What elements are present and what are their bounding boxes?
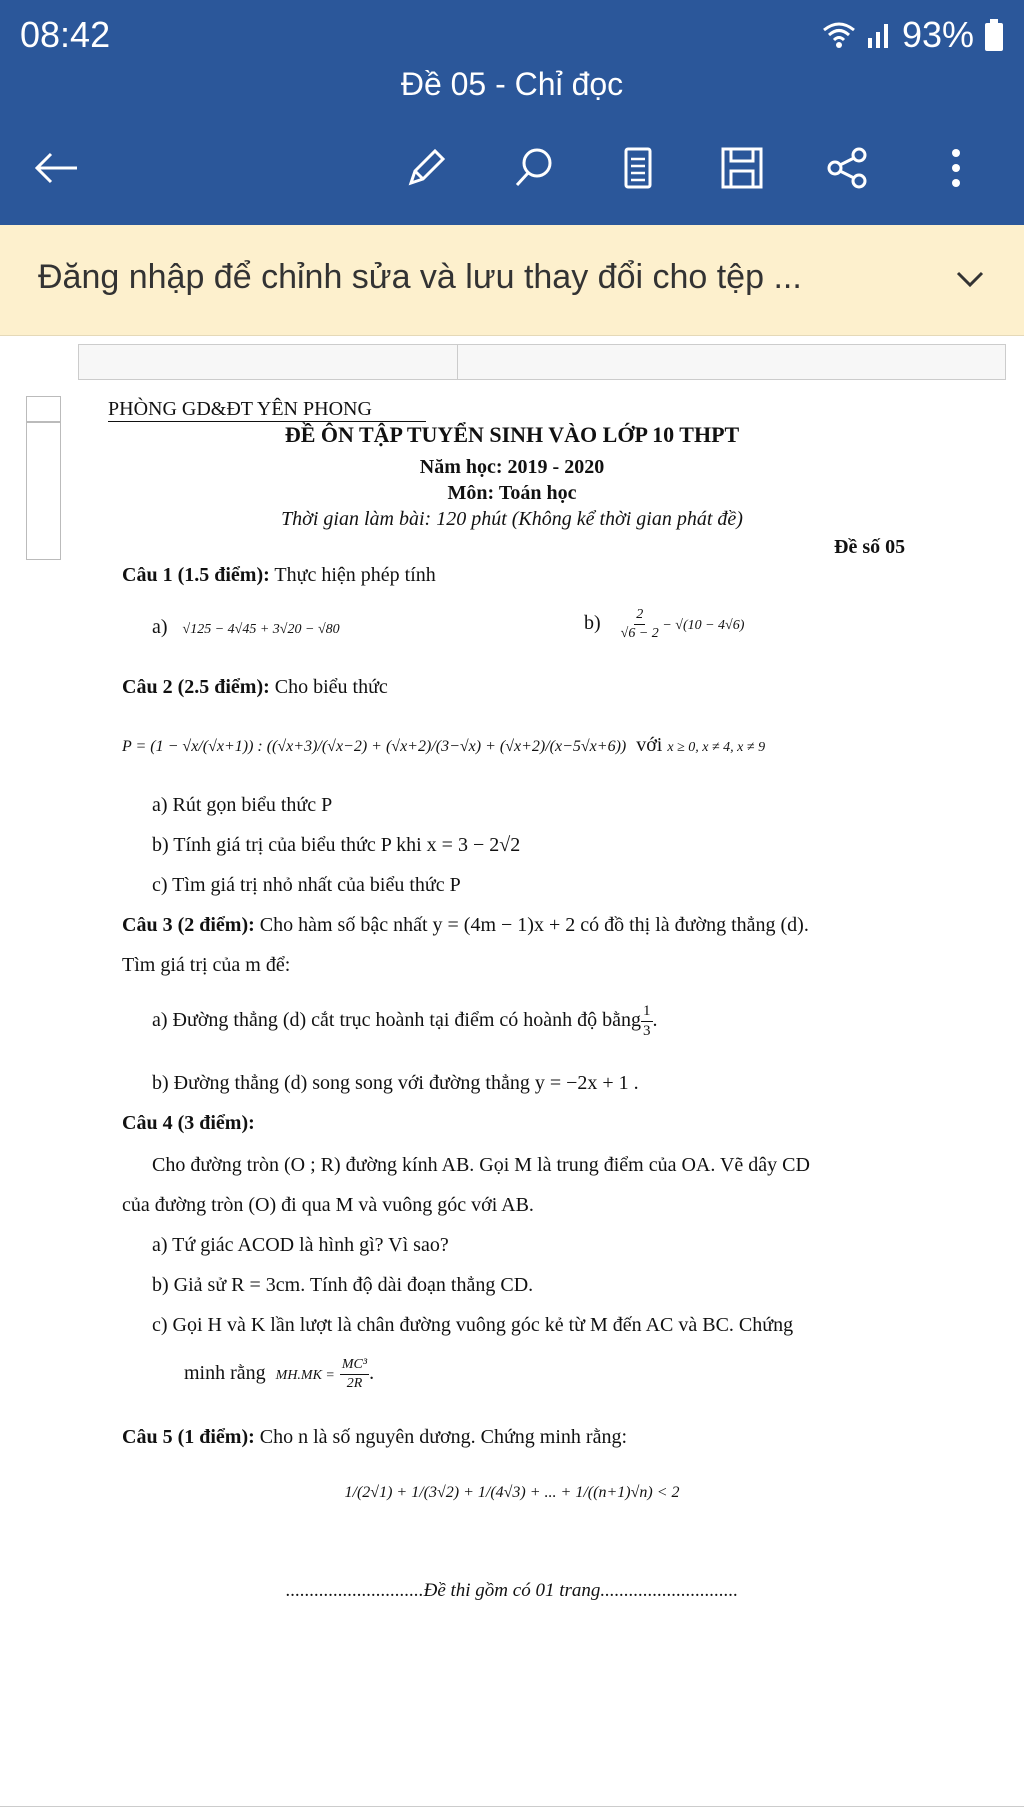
q4-paragraph-2: của đường tròn (O) đi qua M và vuông góc với AB. [122, 1194, 534, 1216]
document-page [0, 336, 1024, 1806]
toolbar [0, 138, 1024, 198]
q4-c2-fraction [340, 1358, 369, 1391]
q2-expression: P = (1 − √x/(√x+1)) : ((√x+3)/(√x−2) + (√x+2)/(3−√x) + (√x+2)/(x−5√x+6)) [122, 738, 627, 755]
q1-part-b [584, 608, 744, 641]
question-3-title: Câu 3 (2 điểm): [122, 914, 255, 936]
q2-item-a: a) Rút gọn biểu thức P [152, 794, 333, 816]
question-5-title: Câu 5 (1 điểm): [122, 1426, 255, 1448]
q3-line-2: Tìm giá trị của m để: [122, 954, 291, 976]
q2-item-b: b) Tính giá trị của biểu thức P khi x = 3 − 2√2 [152, 834, 521, 856]
share-icon[interactable] [818, 138, 878, 198]
exam-time: Thời gian làm bài: 120 phút (Không kể thời gian phát đề) [281, 508, 743, 530]
q3-item-b: b) Đường thẳng (d) song song với đường thẳng y = −2x + 1 . [152, 1072, 639, 1094]
q2-condition: x ≥ 0, x ≠ 4, x ≠ 9 [667, 740, 766, 755]
question-4-title: Câu 4 (3 điểm): [122, 1112, 255, 1134]
q5-expression: 1/(2√1) + 1/(3√2) + 1/(4√3) + ... + 1/((n+1)√n) < 2 [344, 1484, 680, 1501]
q3-a-text: a) Đường thẳng (d) cắt trục hoành tại điểm có hoành độ bằng [152, 1009, 642, 1032]
q1-b-fraction [621, 608, 659, 641]
pencil-icon[interactable] [396, 138, 456, 198]
document-title: Đề 05 - Chỉ đọc [400, 66, 624, 102]
question-3-text: Cho hàm số bậc nhất y = (4m − 1)x + 2 có đồ thị là đường thẳng (d). [254, 914, 809, 936]
q1-a-label: a) [152, 616, 168, 638]
question-1-title: Câu 1 (1.5 điểm): [122, 564, 270, 586]
app-bar [0, 0, 1024, 225]
question-1-text: Thực hiện phép tính [269, 564, 436, 586]
signal-icon [866, 20, 892, 50]
q1-part-a [152, 616, 340, 639]
question-2-text: Cho biểu thức [269, 676, 388, 698]
q1-b-rest: − √(10 − 4√6) [658, 618, 745, 634]
q1-b-denominator: √6 − 2 [620, 626, 659, 641]
header-table [78, 344, 1006, 380]
q4-c2-numerator: MC³ [340, 1358, 369, 1375]
status-bar [20, 14, 1004, 54]
subject: Môn: Toán học [447, 482, 577, 504]
sign-in-banner[interactable] [0, 225, 1024, 336]
question-2-title: Câu 2 (2.5 điểm): [122, 676, 270, 698]
org-name: PHÒNG GD&ĐT YÊN PHONG [108, 398, 426, 422]
bottom-divider [0, 1806, 1024, 1807]
q4-c2-text: minh rằng [184, 1362, 266, 1385]
q4-c2-expression: MH.MK = [275, 1368, 335, 1384]
q1-a-expression: √125 − 4√45 + 3√20 − √80 [182, 622, 340, 637]
q4-item-b: b) Giả sử R = 3cm. Tính độ dài đoạn thẳng CD. [152, 1274, 534, 1296]
q3-item-a: a) Đường thẳng (d) cắt trục hoành tại điểm có hoành độ bằng $\frac{1}{3}$ . [152, 1003, 658, 1039]
side-box [26, 396, 61, 422]
exam-code: Đề số 05 [834, 536, 906, 558]
save-icon[interactable] [712, 138, 772, 198]
q2-item-c: c) Tìm giá trị nhỏ nhất của biểu thức P [152, 874, 461, 896]
q3-a-denominator: 3 [643, 1023, 651, 1039]
school-year: Năm học: 2019 - 2020 [419, 456, 605, 478]
q4-paragraph-1: Cho đường tròn (O ; R) đường kính AB. Gọi M là trung điểm của OA. Vẽ dây CD [152, 1154, 810, 1176]
document-footer: .............................Đề thi gồm có 01 trang............................. [285, 1580, 739, 1601]
exam-heading: ĐỀ ÔN TẬP TUYỂN SINH VÀO LỚP 10 THPT [284, 422, 740, 447]
back-arrow-icon[interactable] [26, 138, 86, 198]
q4-item-c: c) Gọi H và K lần lượt là chân đường vuông góc kẻ từ M đến AC và BC. Chứng [152, 1314, 794, 1336]
q3-a-numerator: 1 [641, 1004, 653, 1022]
q4-c2-denominator: 2R [346, 1376, 363, 1391]
battery-percent: 93% [901, 14, 974, 55]
wifi-icon [822, 20, 856, 50]
question-5-text: Cho n là số nguyên dương. Chứng minh rằng: [254, 1426, 628, 1448]
chevron-down-icon[interactable] [952, 261, 988, 297]
question-2 [122, 676, 388, 699]
status-time: 08:42 [20, 14, 111, 55]
q4-item-c-line-2: minh rằng MH.MK = $\frac{\text{MC³}}{2R}$ . [184, 1357, 375, 1391]
q4-item-a: a) Tứ giác ACOD là hình gì? Vì sao? [152, 1234, 449, 1256]
sign-in-banner-text: Đăng nhập để chỉnh sửa và lưu thay đổi cho tệp ... [38, 258, 802, 296]
more-icon[interactable] [926, 138, 986, 198]
question-5 [122, 1426, 627, 1449]
q3-a-fraction [641, 1004, 653, 1039]
battery-icon [984, 18, 1004, 52]
q2-condition-word: với [636, 734, 663, 756]
question-3 [122, 914, 809, 937]
reading-view-icon[interactable] [608, 138, 668, 198]
q1-b-numerator: 2 [634, 608, 645, 625]
search-icon[interactable] [504, 138, 564, 198]
q1-b-label: b) [584, 612, 601, 635]
q2-expression-row [122, 734, 765, 757]
question-1 [122, 564, 436, 587]
